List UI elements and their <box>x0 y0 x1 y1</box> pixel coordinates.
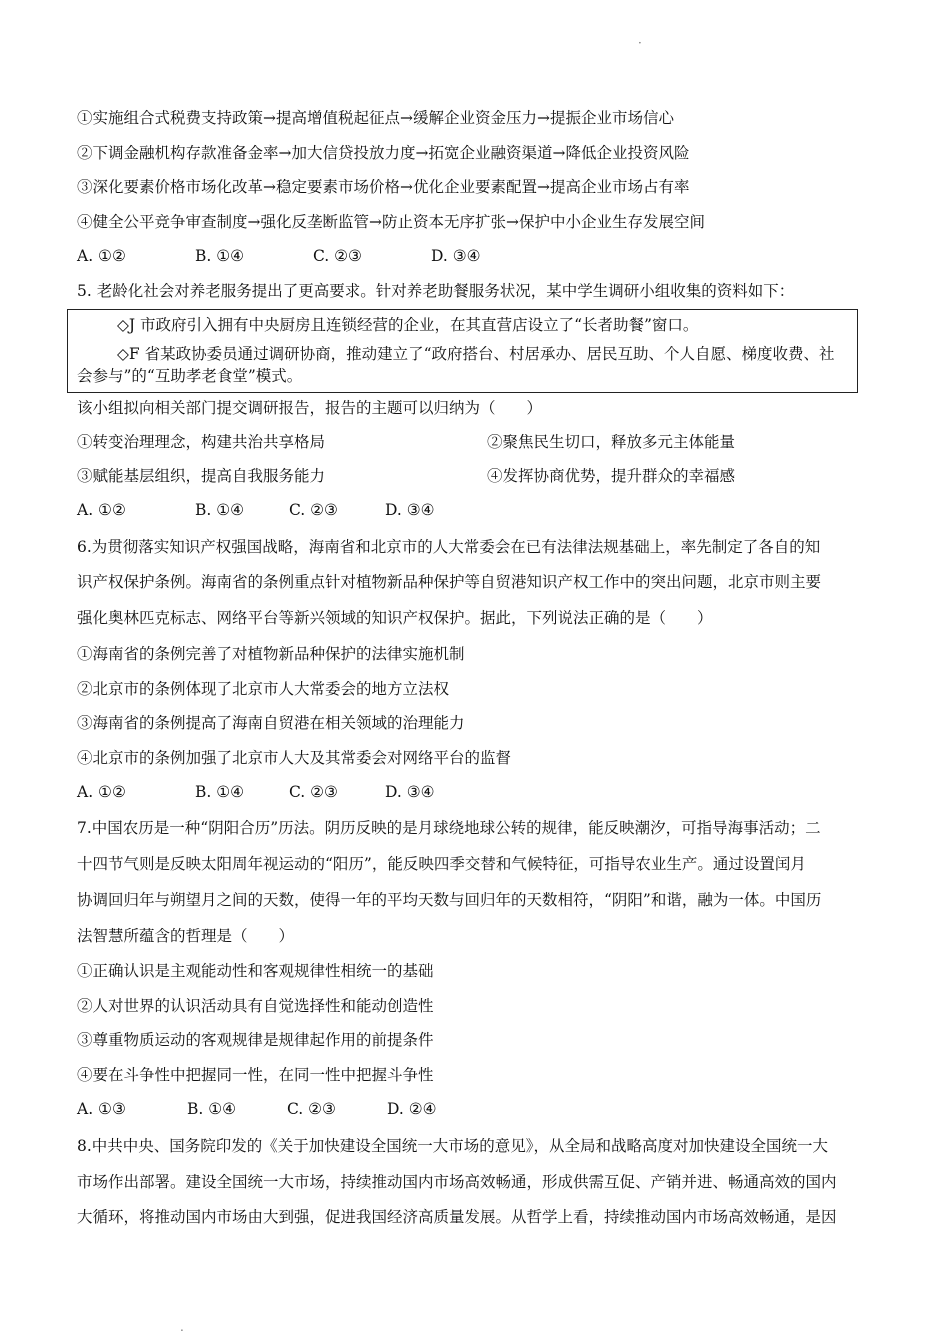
q6-item-3: ③海南省的条例提高了海南自贸港在相关领域的治理能力 <box>77 714 465 732</box>
q6-item-4: ④北京市的条例加强了北京市人大及其常委会对网络平台的监督 <box>77 749 512 767</box>
top-dot-mark: · <box>638 36 642 50</box>
q5-items-row-2 <box>77 465 877 487</box>
q5-item-1: ①转变治理理念，构建共治共享格局 <box>77 433 326 451</box>
q4-item-4: ④健全公平竞争审查制度→强化反垄断监管→防止资本无序扩张→保护中小企业生存发展空间 <box>77 213 705 231</box>
q5-material-line-2: ◇F 省某政协委员通过调研协商，推动建立了“政府搭台、村居承办、居民互助、个人自愿、梯度收费、社 <box>117 345 835 363</box>
q6-stem-line-3: 强化奥林匹克标志、网络平台等新兴领域的知识产权保护。据此，下列说法正确的是（ ） <box>77 609 713 627</box>
q6-option-d[interactable]: D. ③④ <box>385 783 435 801</box>
q7-stem-line-4: 法智慧所蕴含的哲理是（ ） <box>77 927 295 945</box>
bottom-dot-mark: . <box>180 1320 184 1334</box>
q7-option-a[interactable]: A. ①③ <box>77 1100 126 1118</box>
q7-option-d[interactable]: D. ②④ <box>387 1100 437 1118</box>
q7-stem-line-2: 十四节气则是反映太阳周年视运动的“阳历”，能反映四季交替和气候特征，可指导农业生产。通过设置闰月 <box>77 855 806 873</box>
q7-item-2: ②人对世界的认识活动具有自觉选择性和能动创造性 <box>77 997 434 1015</box>
q7-item-4: ④要在斗争性中把握同一性，在同一性中把握斗争性 <box>77 1066 434 1084</box>
q8-stem-line-2: 市场作出部署。建设全国统一大市场，持续推动国内市场高效畅通，形成供需互促、产销并进、畅通高效的国内 <box>77 1173 837 1191</box>
q8-stem-line-3: 大循环，将推动国内市场由大到强，促进我国经济高质量发展。从哲学上看，持续推动国内市场高效畅通，是因 <box>77 1208 837 1226</box>
q5-item-3: ③赋能基层组织，提高自我服务能力 <box>77 467 326 485</box>
q5-option-c[interactable]: C. ②③ <box>289 501 338 519</box>
q4-options <box>77 245 877 267</box>
q6-option-b[interactable]: B. ①④ <box>195 783 245 801</box>
q4-option-b[interactable]: B. ①④ <box>195 247 245 265</box>
q7-item-1: ①正确认识是主观能动性和客观规律性相统一的基础 <box>77 962 434 980</box>
q5-options <box>77 499 877 521</box>
q4-option-d[interactable]: D. ③④ <box>431 247 481 265</box>
q5-stem: 5. 老龄化社会对养老服务提出了更高要求。针对养老助餐服务状况，某中学生调研小组收集的资料如下： <box>77 282 795 300</box>
q5-item-2: ②聚焦民生切口，释放多元主体能量 <box>487 433 736 451</box>
q6-option-c[interactable]: C. ②③ <box>289 783 338 801</box>
q6-stem-line-2: 识产权保护条例。海南省的条例重点针对植物新品种保护等自贸港知识产权工作中的突出问题，北京市则主要 <box>77 573 822 591</box>
q7-option-c[interactable]: C. ②③ <box>287 1100 336 1118</box>
q4-item-1: ①实施组合式税费支持政策→提高增值税起征点→缓解企业资金压力→提振企业市场信心 <box>77 109 674 127</box>
q4-item-2: ②下调金融机构存款准备金率→加大信贷投放力度→拓宽企业融资渠道→降低企业投资风险 <box>77 144 690 162</box>
q4-item-3: ③深化要素价格市场化改革→稳定要素市场价格→优化企业要素配置→提高企业市场占有率 <box>77 178 690 196</box>
q5-items-row-1 <box>77 431 877 453</box>
q5-material-line-1: ◇J 市政府引入拥有中央厨房且连锁经营的企业，在其直营店设立了“长者助餐”窗口。 <box>117 316 699 334</box>
q6-item-2: ②北京市的条例体现了北京市人大常委会的地方立法权 <box>77 680 450 698</box>
q5-question: 该小组拟向相关部门提交调研报告，报告的主题可以归纳为（ ） <box>77 399 543 417</box>
q8-stem-line-1: 8.中共中央、国务院印发的《关于加快建设全国统一大市场的意见》，从全局和战略高度对加快建设全国统一大 <box>77 1137 829 1155</box>
q6-option-a[interactable]: A. ①② <box>77 783 126 801</box>
q7-stem-line-3: 协调回归年与朔望月之间的天数，使得一年的平均天数与回归年的天数相符，“阴阳”和谐，融为一体。中国历 <box>77 891 822 909</box>
q4-option-c[interactable]: C. ②③ <box>313 247 362 265</box>
q5-option-b[interactable]: B. ①④ <box>195 501 245 519</box>
q7-item-3: ③尊重物质运动的客观规律是规律起作用的前提条件 <box>77 1031 434 1049</box>
q7-option-b[interactable]: B. ①④ <box>187 1100 237 1118</box>
q7-options <box>77 1098 877 1120</box>
q5-item-4: ④发挥协商优势，提升群众的幸福感 <box>487 467 736 485</box>
q6-item-1: ①海南省的条例完善了对植物新品种保护的法律实施机制 <box>77 645 465 663</box>
q5-option-a[interactable]: A. ①② <box>77 501 126 519</box>
q5-material-line-3: 会参与”的“互助孝老食堂”模式。 <box>77 367 303 385</box>
q5-option-d[interactable]: D. ③④ <box>385 501 435 519</box>
q4-option-a[interactable]: A. ①② <box>77 247 126 265</box>
q7-stem-line-1: 7.中国农历是一种“阴阳合历”历法。阴历反映的是月球绕地球公转的规律，能反映潮汐，可指导海事活动；二 <box>77 819 821 837</box>
q6-stem-line-1: 6.为贯彻落实知识产权强国战略，海南省和北京市的人大常委会在已有法律法规基础上，率先制定了各自的知 <box>77 538 821 556</box>
q6-options <box>77 781 877 803</box>
